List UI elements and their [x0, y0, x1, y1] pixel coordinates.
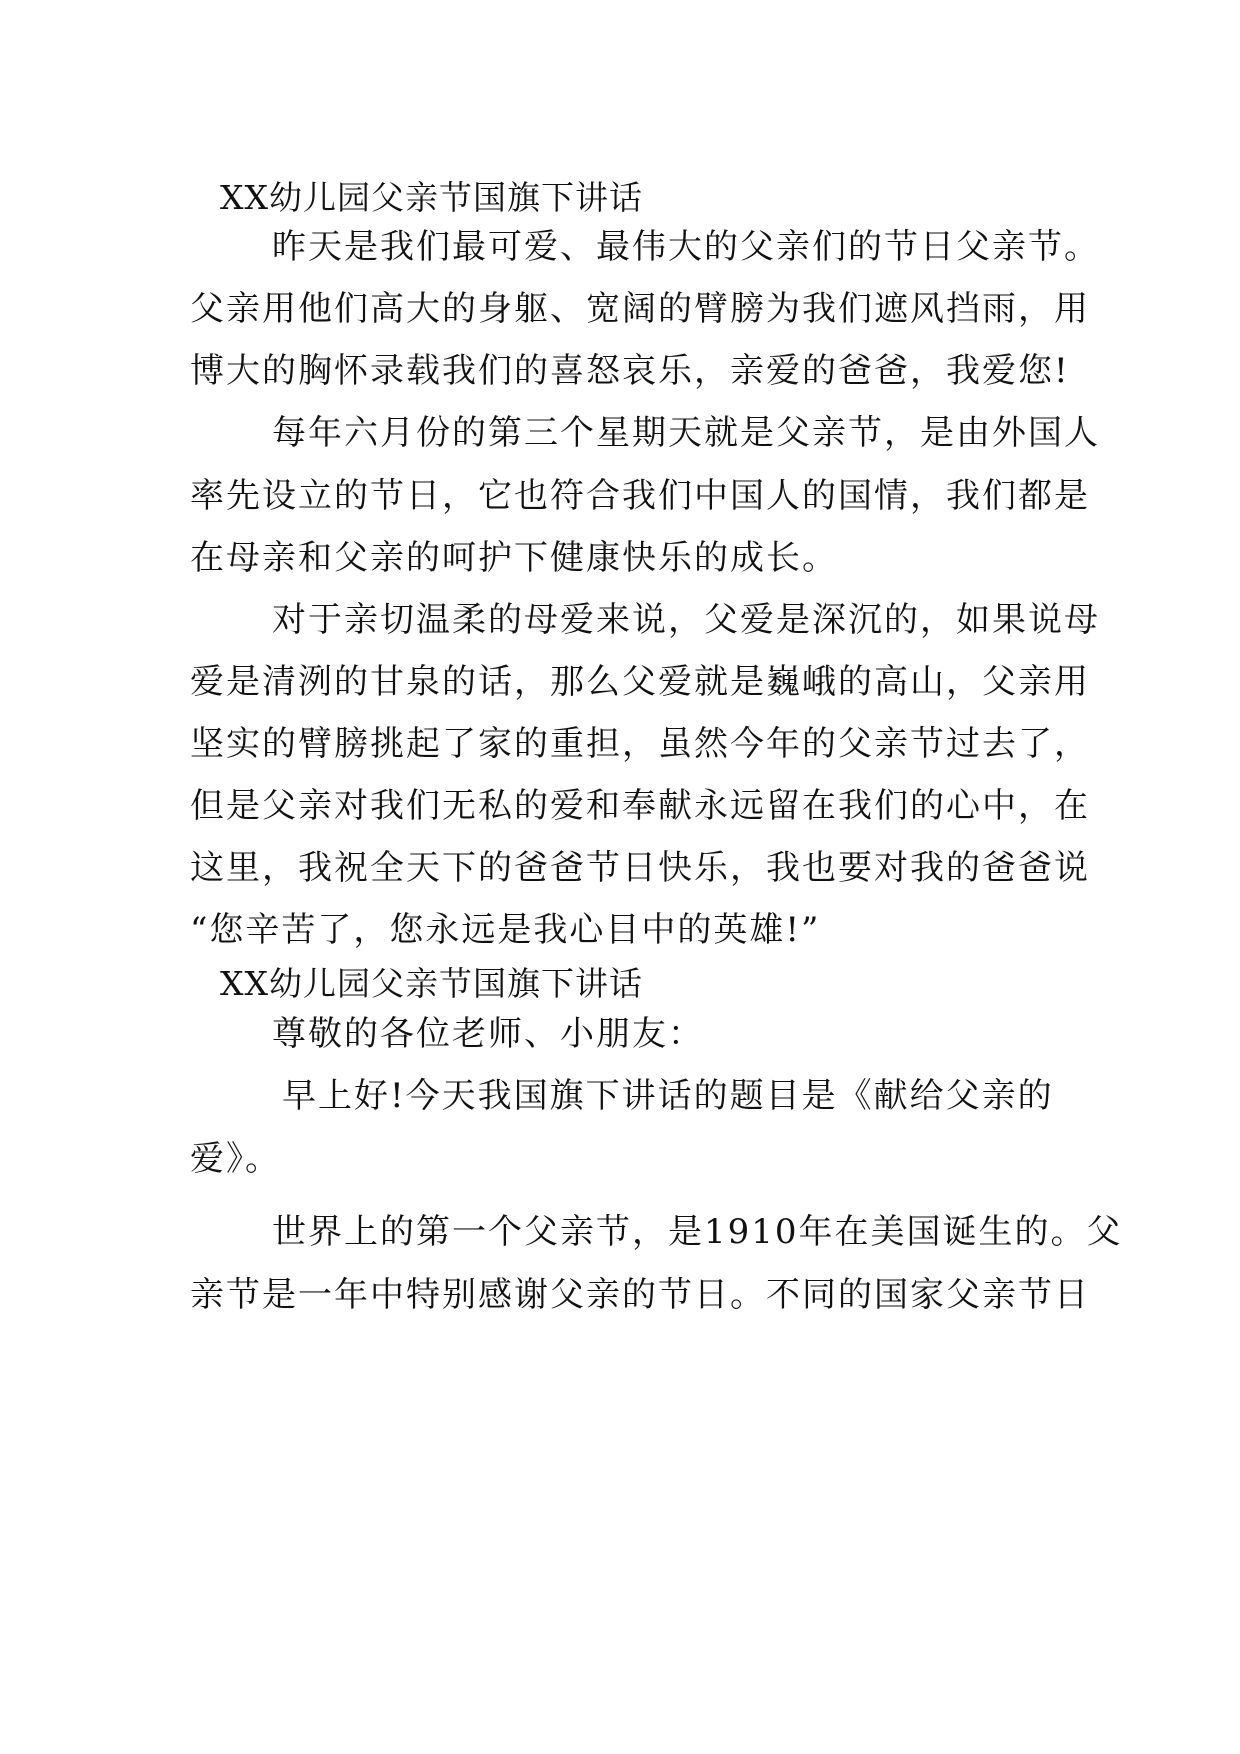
paragraph-line: 爱》。	[190, 1139, 281, 1179]
salutation-line: 尊敬的各位老师、小朋友：	[272, 1014, 704, 1054]
section-heading: XX幼儿园父亲节国旗下讲话	[220, 964, 643, 1003]
paragraph-line: 但是父亲对我们无私的爱和奉献永远留在我们的心中，在	[190, 786, 1090, 826]
paragraph-line: 世界上的第一个父亲节，是1910年在美国诞生的。父	[272, 1212, 1123, 1252]
paragraph-line: 早上好!今天我国旗下讲话的题目是《献给父亲的	[282, 1076, 1054, 1116]
paragraph-line: 在母亲和父亲的呵护下健康快乐的成长。	[190, 538, 838, 578]
paragraph-line: 父亲用他们高大的身躯、宽阔的臂膀为我们遮风挡雨，用	[190, 289, 1090, 329]
paragraph-line: 爱是清洌的甘泉的话，那么父爱就是巍峨的高山，父亲用	[190, 662, 1090, 702]
paragraph-line: 博大的胸怀录载我们的喜怒哀乐，亲爱的爸爸，我爱您!	[190, 351, 1070, 391]
paragraph-line: 坚实的臂膀挑起了家的重担，虽然今年的父亲节过去了，	[190, 724, 1090, 764]
paragraph-line: 昨天是我们最可爱、最伟大的父亲们的节日父亲节。	[272, 227, 1100, 267]
section-heading: XX幼儿园父亲节国旗下讲话	[220, 178, 643, 217]
paragraph-line: 这里，我祝全天下的爸爸节日快乐，我也要对我的爸爸说	[190, 848, 1090, 888]
paragraph-line: 率先设立的节日，它也符合我们中国人的国情，我们都是	[190, 476, 1090, 516]
paragraph-line: “您辛苦了，您永远是我心目中的英雄!”	[190, 910, 821, 950]
paragraph-line: 每年六月份的第三个星期天就是父亲节，是由外国人	[272, 413, 1100, 453]
paragraph-line: 对于亲切温柔的母爱来说，父爱是深沉的，如果说母	[272, 600, 1100, 640]
paragraph-line: 亲节是一年中特别感谢父亲的节日。不同的国家父亲节日	[190, 1275, 1090, 1315]
